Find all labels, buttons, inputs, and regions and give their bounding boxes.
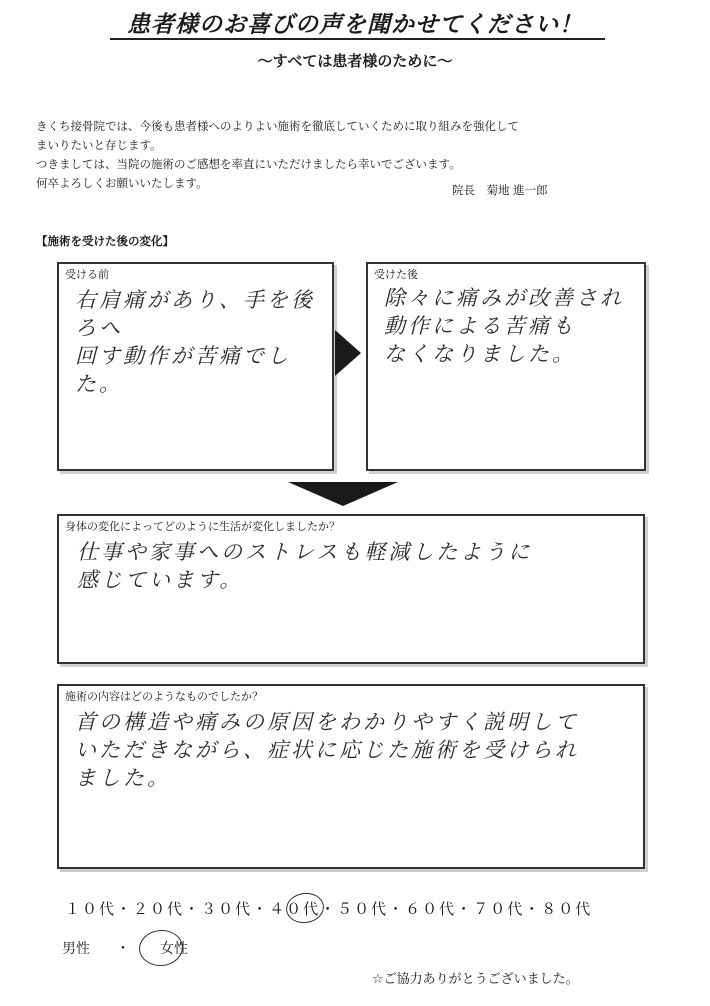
intro-line: まいりたいと存じます。 — [36, 138, 162, 152]
director-signature: 院長 菊地 進一郎 — [452, 183, 548, 197]
after-box — [366, 262, 646, 471]
answer-line: 除々に痛みが改善され — [384, 286, 624, 310]
age-option-30s[interactable]: ３０代 — [201, 900, 253, 918]
before-label: 受ける前 — [65, 268, 109, 281]
answer-line: 動作による苦痛も — [384, 314, 576, 338]
lifestyle-change-question: 身体の変化によってどのように生活が変化しましたか？ — [65, 520, 340, 533]
age-option-70s[interactable]: ７０代 — [473, 900, 525, 918]
age-separator: ・ — [116, 900, 134, 918]
age-separator: ・ — [184, 900, 202, 918]
before-box — [57, 262, 334, 471]
answer-line: 回す動作が苦痛でした。 — [75, 344, 291, 396]
after-answer — [384, 284, 624, 368]
page-subtitle: ～すべては患者様のために～ — [257, 52, 453, 70]
age-option-20s[interactable]: ２０代 — [133, 900, 185, 918]
intro-line: 何卒よろしくお願いいたします。 — [36, 176, 208, 190]
answer-line: 右肩痛があり、手を後ろへ — [75, 288, 315, 340]
age-option-50s[interactable]: ５０代 — [337, 900, 389, 918]
after-label: 受けた後 — [374, 268, 418, 281]
answer-line: ました。 — [75, 766, 171, 790]
intro-line: つきましては、当院の施術のご感想を率直にいただけましたら幸いでございます。 — [36, 157, 461, 171]
answer-line: 仕事や家事へのストレスも軽減したように — [77, 540, 533, 564]
title-underline — [110, 38, 605, 40]
answer-line: なくなりました。 — [384, 342, 576, 366]
thank-you-note: ☆ご協力ありがとうございました。 — [372, 972, 579, 987]
age-separator: ・ — [524, 900, 542, 918]
age-separator: ・ — [388, 900, 406, 918]
answer-line: いただきながら、症状に応じた施術を受けられ — [75, 738, 579, 762]
age-separator: ・ — [252, 900, 270, 918]
right-arrow-icon — [335, 330, 361, 376]
treatment-content-question: 施術の内容はどのようなものでしたか？ — [65, 690, 263, 703]
answer-line: 感じています。 — [77, 568, 244, 592]
age-option-40s[interactable]: ４０代 — [269, 900, 321, 918]
age-option-10s[interactable]: １０代 — [65, 900, 117, 918]
age-option-80s[interactable]: ８０代 — [541, 900, 593, 918]
treatment-content-answer — [75, 708, 579, 792]
treatment-content-box — [57, 684, 645, 869]
down-arrow-icon — [288, 482, 398, 506]
gender-separator: ・ — [116, 941, 130, 957]
gender-option-female[interactable]: 女性 — [160, 941, 188, 957]
intro-line: きくち接骨院では、今後も患者様へのよりよい施術を徹底していくために取り組みを強化して — [36, 119, 519, 133]
gender-option-male[interactable]: 男性 — [62, 941, 90, 957]
age-options — [65, 898, 592, 919]
selected-gender-circle — [138, 928, 185, 968]
lifestyle-change-answer — [77, 538, 532, 594]
selected-age-circle — [284, 891, 326, 926]
age-separator: ・ — [320, 900, 338, 918]
age-separator: ・ — [456, 900, 474, 918]
page-title: 患者様のお喜びの声を聞かせてください！ — [127, 12, 583, 38]
section-label: 【施術を受けた後の変化】 — [36, 234, 174, 248]
age-option-60s[interactable]: ６０代 — [405, 900, 457, 918]
answer-line: 首の構造や痛みの原因をわかりやすく説明して — [75, 710, 579, 734]
before-answer — [75, 286, 332, 398]
lifestyle-change-box — [57, 514, 645, 664]
